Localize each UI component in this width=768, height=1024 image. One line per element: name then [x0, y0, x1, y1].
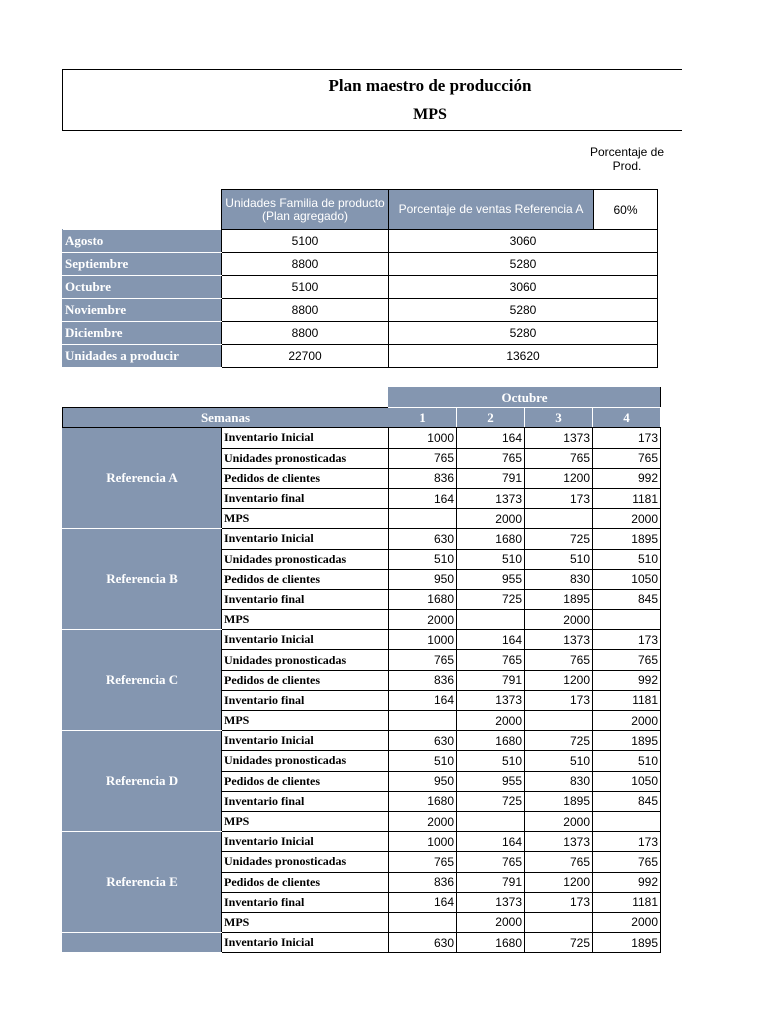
value-cell[interactable]: 765	[457, 650, 525, 670]
value-cell[interactable]: 1181	[593, 488, 661, 508]
value-cell[interactable]: 2000	[389, 610, 457, 630]
table-row	[63, 630, 661, 650]
summary-row-label: Noviembre	[63, 299, 222, 322]
row-label: Inventario final	[222, 892, 389, 912]
value-cell[interactable]: 836	[389, 872, 457, 892]
value-cell[interactable]: 173	[525, 488, 593, 508]
row-label: Unidades pronosticadas	[222, 549, 389, 569]
value-cell[interactable]: 845	[593, 589, 661, 609]
row-label: Inventario final	[222, 791, 389, 811]
row-label: Inventario Inicial	[222, 832, 389, 852]
value-cell[interactable]: 845	[593, 791, 661, 811]
summary-pct-value[interactable]: 60%	[594, 190, 658, 230]
page-title: Plan maestro de producción	[328, 76, 532, 95]
value-cell[interactable]: 765	[593, 650, 661, 670]
value-cell[interactable]: 791	[457, 468, 525, 488]
week-header: 1	[389, 408, 457, 428]
value-cell[interactable]: 2000	[593, 711, 661, 731]
value-cell[interactable]: 1050	[593, 771, 661, 791]
week-header: 3	[525, 408, 593, 428]
row-label: Pedidos de clientes	[222, 771, 389, 791]
value-cell[interactable]	[593, 811, 661, 831]
value-cell[interactable]	[593, 610, 661, 630]
value-cell[interactable]: 725	[525, 731, 593, 751]
value-cell[interactable]: 2000	[457, 912, 525, 932]
value-cell[interactable]: 1680	[389, 791, 457, 811]
value-cell[interactable]: 765	[593, 448, 661, 468]
value-cell[interactable]: 791	[457, 872, 525, 892]
reference-label	[63, 933, 222, 953]
value-cell[interactable]: 765	[457, 852, 525, 872]
value-cell[interactable]: 1200	[525, 872, 593, 892]
value-cell[interactable]	[525, 912, 593, 932]
reference-label: Referencia B	[63, 529, 222, 630]
value-cell[interactable]: 1373	[457, 892, 525, 912]
summary-units-cell[interactable]: 8800	[222, 253, 389, 276]
value-cell[interactable]: 510	[593, 549, 661, 569]
value-cell[interactable]	[457, 811, 525, 831]
month-header: Octubre	[389, 388, 661, 408]
row-label: MPS	[222, 509, 389, 529]
value-cell[interactable]: 510	[457, 549, 525, 569]
value-cell[interactable]	[389, 509, 457, 529]
value-cell[interactable]: 1373	[525, 428, 593, 448]
row-label: Pedidos de clientes	[222, 670, 389, 690]
value-cell[interactable]: 2000	[593, 912, 661, 932]
summary-ref-a-cell[interactable]: 3060	[389, 276, 658, 299]
value-cell[interactable]	[457, 610, 525, 630]
row-label: Inventario final	[222, 690, 389, 710]
value-cell[interactable]: 510	[593, 751, 661, 771]
summary-col-pct: Porcentaje de ventas Referencia A	[389, 190, 594, 230]
value-cell[interactable]: 510	[389, 751, 457, 771]
value-cell[interactable]: 2000	[593, 509, 661, 529]
value-cell[interactable]: 173	[525, 892, 593, 912]
value-cell[interactable]: 1895	[525, 589, 593, 609]
week-header: 4	[593, 408, 661, 428]
value-cell[interactable]: 630	[389, 731, 457, 751]
row-label: Unidades pronosticadas	[222, 852, 389, 872]
table-row	[63, 731, 661, 751]
value-cell[interactable]: 2000	[525, 811, 593, 831]
value-cell[interactable]: 2000	[457, 509, 525, 529]
value-cell[interactable]: 765	[457, 448, 525, 468]
row-label: Inventario Inicial	[222, 529, 389, 549]
summary-ref-a-cell[interactable]: 5280	[389, 299, 658, 322]
value-cell[interactable]: 1895	[593, 529, 661, 549]
value-cell[interactable]: 950	[389, 771, 457, 791]
value-cell[interactable]: 836	[389, 468, 457, 488]
summary-row-label: Octubre	[63, 276, 222, 299]
value-cell[interactable]: 1181	[593, 690, 661, 710]
value-cell[interactable]: 765	[525, 448, 593, 468]
value-cell[interactable]: 765	[389, 650, 457, 670]
value-cell[interactable]: 830	[525, 569, 593, 589]
value-cell[interactable]: 510	[525, 751, 593, 771]
row-label: Inventario final	[222, 488, 389, 508]
pct-prod-label: Porcentaje de Prod.	[589, 145, 665, 173]
value-cell[interactable]: 164	[389, 892, 457, 912]
value-cell[interactable]: 955	[457, 771, 525, 791]
value-cell[interactable]: 164	[457, 630, 525, 650]
row-label: Pedidos de clientes	[222, 468, 389, 488]
value-cell[interactable]: 765	[525, 650, 593, 670]
row-label: MPS	[222, 610, 389, 630]
value-cell[interactable]	[389, 912, 457, 932]
value-cell[interactable]: 1000	[389, 832, 457, 852]
value-cell[interactable]: 992	[593, 670, 661, 690]
row-label: Inventario Inicial	[222, 428, 389, 448]
row-label: Unidades pronosticadas	[222, 650, 389, 670]
row-label: Inventario Inicial	[222, 630, 389, 650]
summary-row-label: Diciembre	[63, 322, 222, 345]
value-cell[interactable]: 725	[457, 589, 525, 609]
value-cell[interactable]: 1895	[593, 933, 661, 953]
value-cell[interactable]: 2000	[525, 610, 593, 630]
row-label: MPS	[222, 912, 389, 932]
value-cell[interactable]: 992	[593, 468, 661, 488]
value-cell[interactable]: 173	[593, 630, 661, 650]
summary-ref-a-cell[interactable]: 13620	[389, 345, 658, 368]
summary-header-row	[63, 190, 658, 230]
weeks-header: Semanas	[63, 408, 389, 428]
row-label: MPS	[222, 811, 389, 831]
value-cell[interactable]: 173	[593, 832, 661, 852]
value-cell[interactable]: 2000	[457, 711, 525, 731]
value-cell[interactable]: 510	[389, 549, 457, 569]
reference-label: Referencia D	[63, 731, 222, 832]
summary-units-cell[interactable]: 8800	[222, 299, 389, 322]
summary-corner	[63, 190, 222, 230]
value-cell[interactable]: 173	[593, 428, 661, 448]
value-cell[interactable]: 1373	[525, 630, 593, 650]
value-cell[interactable]: 725	[525, 529, 593, 549]
reference-label: Referencia A	[63, 428, 222, 529]
value-cell[interactable]: 164	[457, 832, 525, 852]
value-cell[interactable]: 1050	[593, 569, 661, 589]
value-cell[interactable]	[389, 711, 457, 731]
mps-table	[62, 387, 661, 953]
value-cell[interactable]: 630	[389, 529, 457, 549]
value-cell[interactable]: 725	[525, 933, 593, 953]
summary-ref-a-cell[interactable]: 5280	[389, 322, 658, 345]
page-subtitle: MPS	[413, 106, 447, 123]
summary-ref-a-cell[interactable]: 3060	[389, 230, 658, 253]
value-cell[interactable]: 1000	[389, 630, 457, 650]
summary-row	[63, 276, 658, 299]
value-cell[interactable]: 1895	[525, 791, 593, 811]
value-cell[interactable]: 1200	[525, 670, 593, 690]
value-cell[interactable]: 992	[593, 872, 661, 892]
table-row	[63, 428, 661, 448]
row-label: Unidades pronosticadas	[222, 448, 389, 468]
value-cell[interactable]: 765	[389, 448, 457, 468]
value-cell[interactable]: 164	[457, 428, 525, 448]
value-cell[interactable]: 1680	[457, 529, 525, 549]
table-row	[63, 933, 661, 953]
summary-row	[63, 322, 658, 345]
value-cell[interactable]: 830	[525, 771, 593, 791]
value-cell[interactable]	[525, 711, 593, 731]
value-cell[interactable]: 950	[389, 569, 457, 589]
summary-row	[63, 230, 658, 253]
value-cell[interactable]: 164	[389, 690, 457, 710]
value-cell[interactable]: 1680	[457, 731, 525, 751]
value-cell[interactable]: 1373	[457, 488, 525, 508]
table-row	[63, 832, 661, 852]
summary-units-cell[interactable]: 5100	[222, 276, 389, 299]
row-label: Unidades pronosticadas	[222, 751, 389, 771]
week-header: 2	[457, 408, 525, 428]
row-label: Inventario Inicial	[222, 731, 389, 751]
value-cell[interactable]: 791	[457, 670, 525, 690]
summary-row-label: Septiembre	[63, 253, 222, 276]
reference-label: Referencia C	[63, 630, 222, 731]
value-cell[interactable]: 1373	[525, 832, 593, 852]
summary-row-label: Unidades a producir	[63, 345, 222, 368]
month-corner	[63, 388, 389, 408]
weeks-header-row	[63, 408, 661, 428]
summary-row	[63, 253, 658, 276]
value-cell[interactable]: 1373	[457, 690, 525, 710]
value-cell[interactable]: 765	[593, 852, 661, 872]
value-cell[interactable]	[525, 509, 593, 529]
value-cell[interactable]: 164	[389, 488, 457, 508]
title-box	[62, 69, 682, 131]
value-cell[interactable]: 765	[389, 852, 457, 872]
value-cell[interactable]: 173	[525, 690, 593, 710]
row-label: Pedidos de clientes	[222, 872, 389, 892]
row-label: Pedidos de clientes	[222, 569, 389, 589]
summary-row	[63, 299, 658, 322]
table-row	[63, 529, 661, 549]
month-header-row	[63, 388, 661, 408]
reference-label: Referencia E	[63, 832, 222, 933]
row-label: Inventario final	[222, 589, 389, 609]
value-cell[interactable]: 725	[457, 791, 525, 811]
value-cell[interactable]: 1680	[457, 933, 525, 953]
value-cell[interactable]: 1181	[593, 892, 661, 912]
value-cell[interactable]: 1200	[525, 468, 593, 488]
summary-row-label: Agosto	[63, 230, 222, 253]
summary-ref-a-cell[interactable]: 5280	[389, 253, 658, 276]
value-cell[interactable]: 2000	[389, 811, 457, 831]
value-cell[interactable]: 1000	[389, 428, 457, 448]
value-cell[interactable]: 630	[389, 933, 457, 953]
summary-table	[62, 189, 658, 368]
value-cell[interactable]: 1895	[593, 731, 661, 751]
value-cell[interactable]: 836	[389, 670, 457, 690]
summary-row	[63, 345, 658, 368]
summary-col-units: Unidades Familia de producto (Plan agregado)	[222, 190, 389, 230]
value-cell[interactable]: 1680	[389, 589, 457, 609]
value-cell[interactable]: 955	[457, 569, 525, 589]
summary-units-cell[interactable]: 22700	[222, 345, 389, 368]
summary-units-cell[interactable]: 8800	[222, 322, 389, 345]
value-cell[interactable]: 510	[525, 549, 593, 569]
row-label: MPS	[222, 711, 389, 731]
summary-units-cell[interactable]: 5100	[222, 230, 389, 253]
row-label: Inventario Inicial	[222, 933, 389, 953]
value-cell[interactable]: 765	[525, 852, 593, 872]
value-cell[interactable]: 510	[457, 751, 525, 771]
